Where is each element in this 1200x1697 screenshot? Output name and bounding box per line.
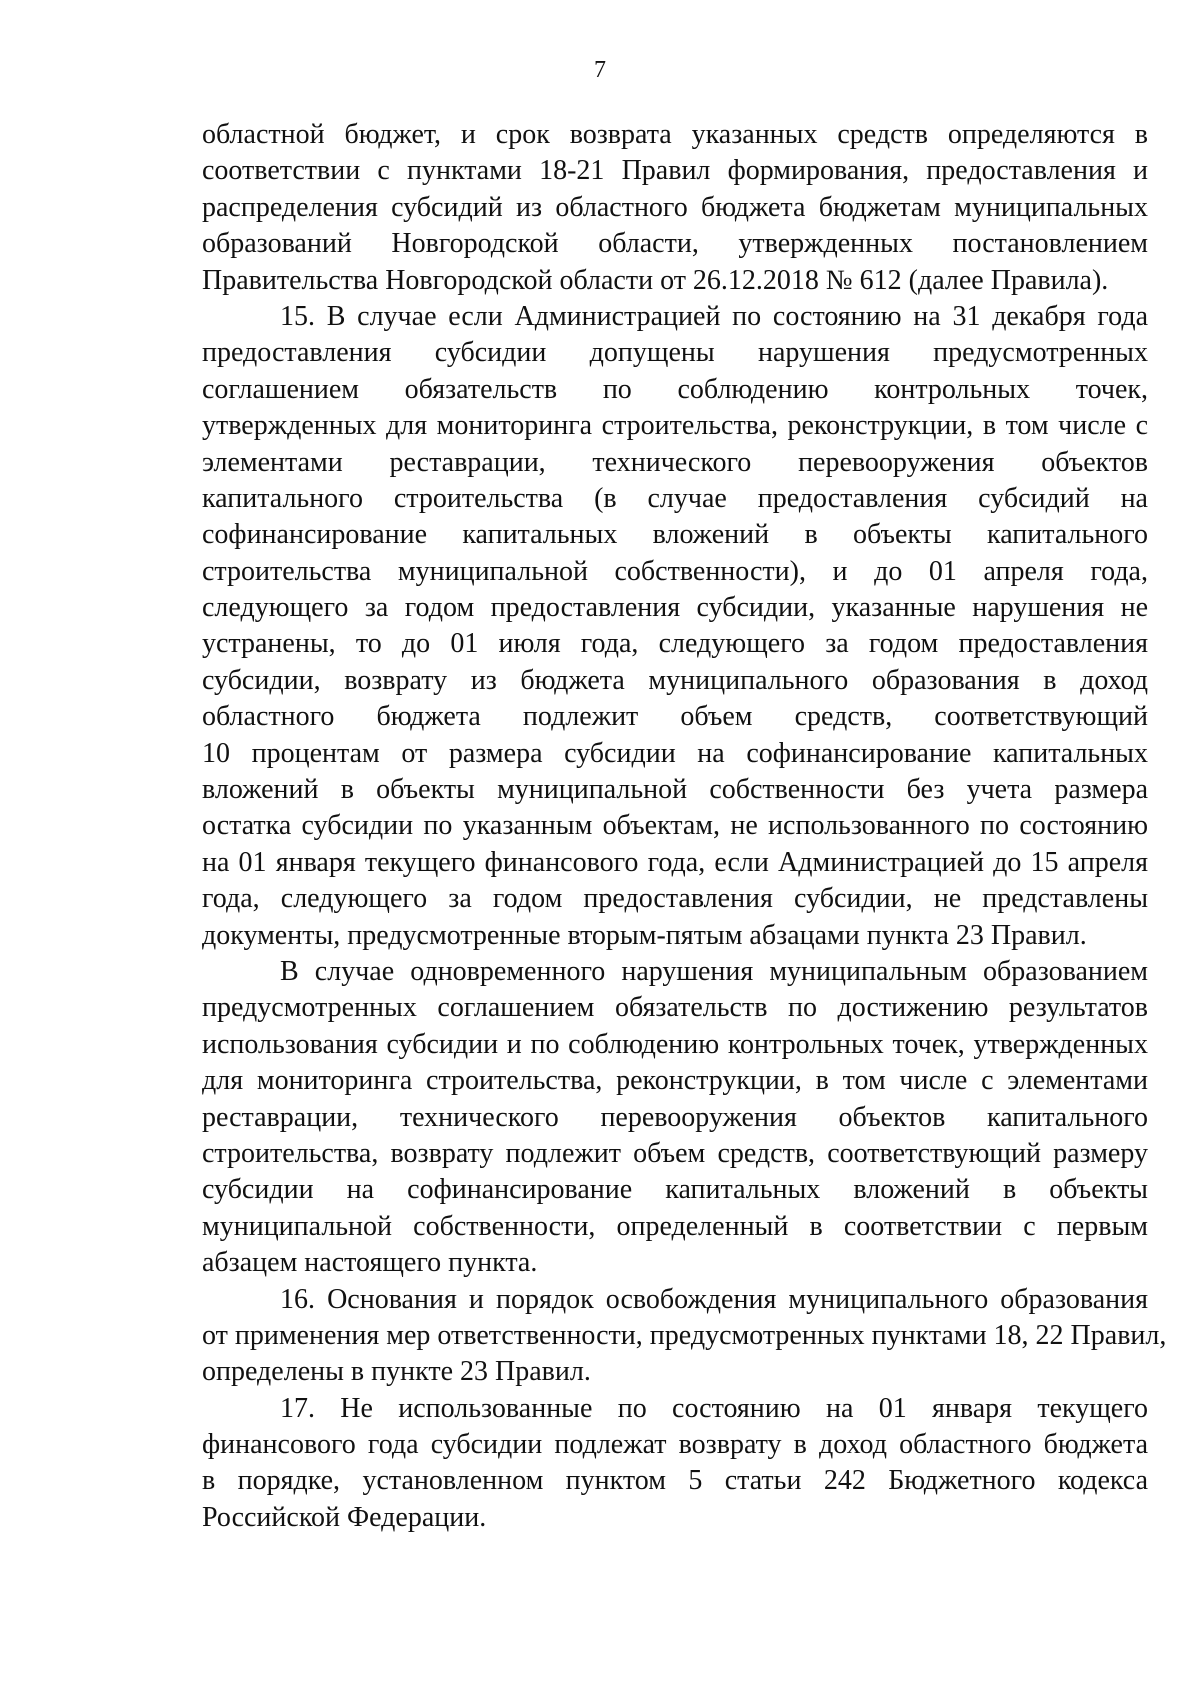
paragraph-continuation (202, 117, 1148, 299)
paragraph-17 (202, 1391, 1148, 1537)
text-line: софинансирование капитальных вложений в объекты капитального (202, 519, 1148, 551)
text-line: утвержденных для мониторинга строительства, реконструкции, в том числе с (202, 410, 1148, 442)
text-line: Российской Федерации. (202, 1501, 487, 1533)
text-line: использования субсидии и по соблюдению контрольных точек, утвержденных (202, 1028, 1148, 1060)
text-line: для мониторинга строительства, реконструкции, в том числе с элементами (202, 1065, 1148, 1097)
text-line: в порядке, установленном пунктом 5 статьи 242 Бюджетного кодекса (202, 1465, 1148, 1497)
paragraph-15 (202, 299, 1148, 954)
text-line: предоставления субсидии допущены нарушения предусмотренных (202, 337, 1148, 369)
text-line: 15. В случае если Администрацией по состоянию на 31 декабря года (280, 300, 1148, 332)
text-line: капитального строительства (в случае предоставления субсидий на (202, 482, 1148, 514)
text-line: финансового года субсидии подлежат возврату в доход областного бюджета (202, 1429, 1148, 1461)
text-line: образований Новгородской области, утвержденных постановлением (202, 228, 1148, 260)
text-line: областного бюджета подлежит объем средств, соответствующий (202, 701, 1148, 733)
text-line: предусмотренных соглашением обязательств по достижению результатов (202, 992, 1148, 1024)
paragraph-15-second (202, 954, 1148, 1282)
document-body (202, 117, 1167, 1536)
text-line: определены в пункте 23 Правил. (202, 1356, 591, 1388)
text-line: субсидии на софинансирование капитальных вложений в объекты (202, 1174, 1148, 1206)
text-line: распределения субсидий из областного бюджета бюджетам муниципальных (202, 191, 1148, 223)
text-line: вложений в объекты муниципальной собственности без учета размера (202, 774, 1148, 806)
text-line: муниципальной собственности, определенный в соответствии с первым (202, 1210, 1148, 1242)
text-line: соответствии с пунктами 18-21 Правил формирования, предоставления и (202, 155, 1148, 187)
text-line: устранены, то до 01 июля года, следующего за годом предоставления (202, 628, 1148, 660)
text-line: года, следующего за годом предоставления субсидии, не представлены (202, 883, 1148, 915)
text-line: соглашением обязательств по соблюдению контрольных точек, (202, 373, 1148, 405)
text-line: строительства муниципальной собственности), и до 01 апреля года, (202, 555, 1148, 587)
text-line: Правительства Новгородской области от 26.12.2018 № 612 (далее Правила). (202, 264, 1109, 296)
text-line: от применения мер ответственности, предусмотренных пунктами 18, 22 Правил, (202, 1319, 1167, 1351)
text-line: элементами реставрации, технического перевооружения объектов (202, 446, 1148, 478)
text-line: документы, предусмотренные вторым-пятым абзацами пункта 23 Правил. (202, 919, 1087, 951)
page-number: 7 (594, 57, 606, 83)
text-line: остатка субсидии по указанным объектам, не использованного по состоянию (202, 810, 1148, 842)
text-line: на 01 января текущего финансового года, если Администрацией до 15 апреля (202, 846, 1148, 878)
text-line: 10 процентам от размера субсидии на софинансирование капитальных (202, 737, 1148, 769)
text-line: строительства, возврату подлежит объем средств, соответствующий размеру (202, 1137, 1148, 1169)
text-line: абзацем настоящего пункта. (202, 1247, 538, 1279)
text-line: следующего за годом предоставления субсидии, указанные нарушения не (202, 592, 1148, 624)
text-line: реставрации, технического перевооружения объектов капитального (202, 1101, 1148, 1133)
text-line: 16. Основания и порядок освобождения муниципального образования (280, 1283, 1148, 1315)
text-line: субсидии, возврату из бюджета муниципального образования в доход (202, 664, 1148, 696)
text-line: В случае одновременного нарушения муниципальным образованием (280, 955, 1148, 987)
paragraph-16 (202, 1282, 1167, 1391)
text-line: 17. Не использованные по состоянию на 01 января текущего (280, 1392, 1148, 1424)
text-line: областной бюджет, и срок возврата указанных средств определяются в (202, 119, 1148, 150)
